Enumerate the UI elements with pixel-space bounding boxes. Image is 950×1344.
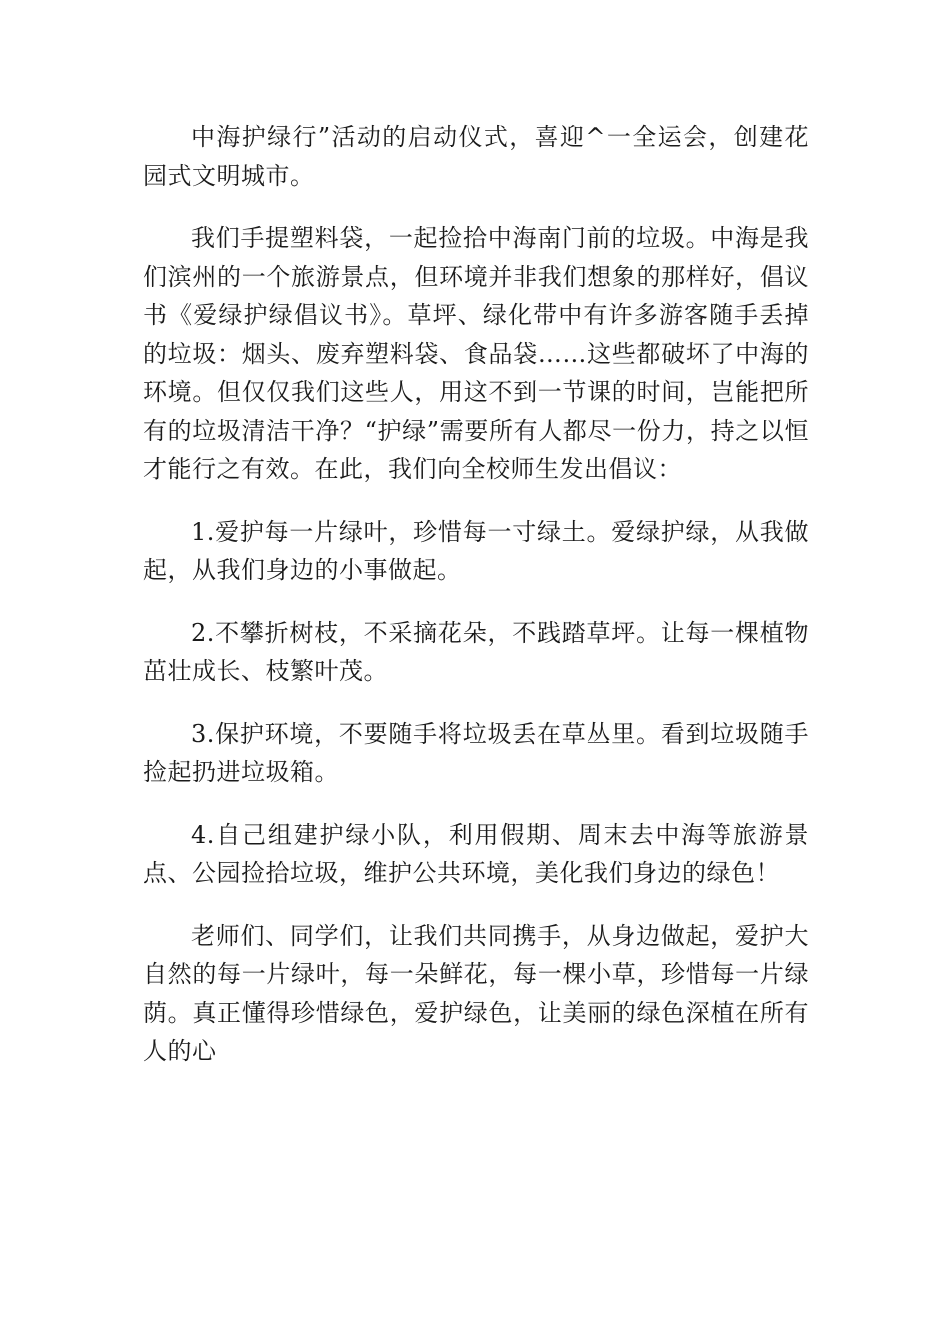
- document-body: [143, 118, 809, 1095]
- proposal-item-2: 2.不攀折树枝，不采摘花朵，不践踏草坪。让每一棵植物茁壮成长、枝繁叶茂。: [143, 618, 809, 685]
- proposal-item-4: 4.自己组建护绿小队，利用假期、周末去中海等旅游景点、公园捡拾垃圾，维护公共环境，美化我们身边的绿色！: [143, 820, 809, 887]
- proposal-item-3: 3.保护环境，不要随手将垃圾丢在草丛里。看到垃圾随手捡起扔进垃圾箱。: [143, 719, 809, 786]
- paragraph-closing: 老师们、同学们，让我们共同携手，从身边做起，爱护大自然的每一片绿叶，每一朵鲜花，每一棵小草，珍惜每一片绿荫。真正懂得珍惜绿色，爱护绿色，让美丽的绿色深植在所有人的心: [143, 921, 809, 1065]
- proposal-item-1: 1.爱护每一片绿叶，珍惜每一寸绿土。爱绿护绿，从我做起，从我们身边的小事做起。: [143, 517, 809, 584]
- paragraph-intro: 中海护绿行”活动的启动仪式，喜迎^一全运会，创建花园式文明城市。: [143, 123, 809, 190]
- paragraph-cleanup: 我们手提塑料袋，一起捡拾中海南门前的垃圾。中海是我们滨州的一个旅游景点，但环境并非我们想象的那样好，倡议书《爱绿护绿倡议书》。草坪、绿化带中有许多游客随手丢掉的垃圾：烟头、废弃塑料袋、食品袋……这些都破坏了中海的环境。但仅仅我们这些人，用这不到一节课的时间，岂能把所有的垃圾清洁干净？“护绿”需要所有人都尽一份力，持之以恒才能行之有效。在此，我们向全校师生发出倡议：: [143, 224, 809, 483]
